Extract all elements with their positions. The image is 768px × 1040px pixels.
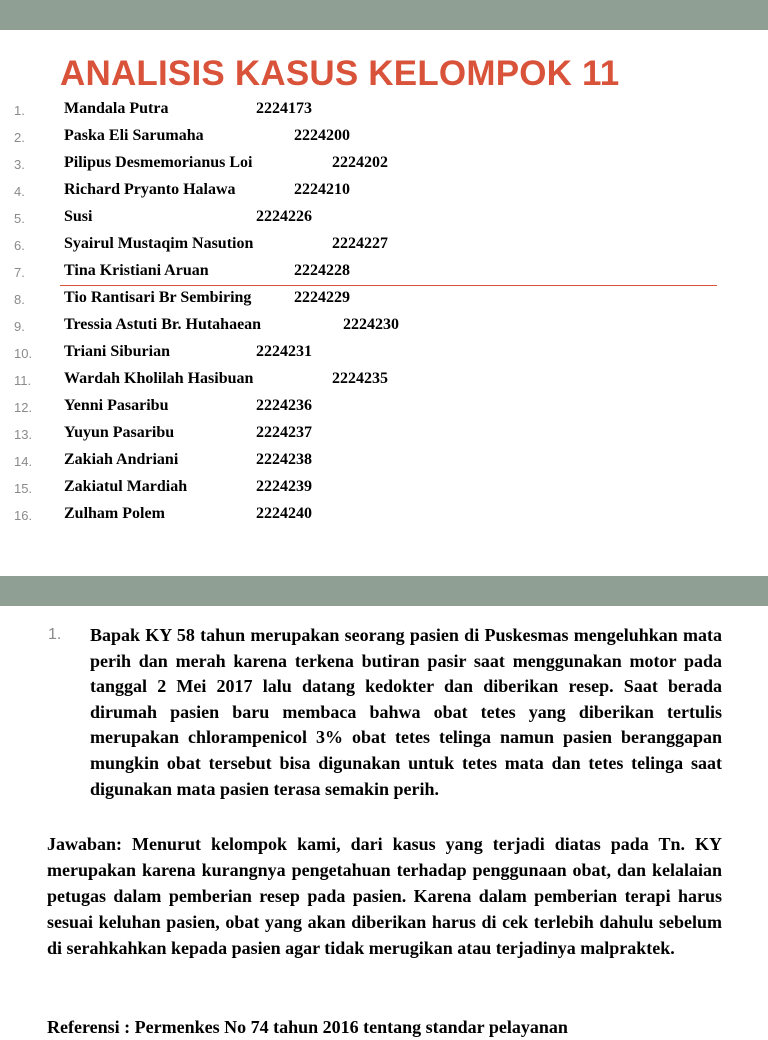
- member-item: [0, 449, 768, 476]
- member-name: Richard Pryanto Halawa: [64, 181, 236, 198]
- header-bar: [0, 0, 768, 30]
- member-name: Zulham Polem: [64, 505, 165, 522]
- member-item: [0, 206, 768, 233]
- slide-title: ANALISIS KASUS KELOMPOK 11: [60, 54, 620, 93]
- member-nim: 2224229: [294, 289, 350, 306]
- case-description: Bapak KY 58 tahun merupakan seorang pasien di Puskesmas mengeluhkan mata perih dan merah karena terkena butiran pasir saat menggunakan motor pada tanggal 2 Mei 2017 lalu datang kedokter dan diberikan resep. Saat berada dirumah pasien baru membaca bahwa obat tetes yang diberikan tertulis merupakan chlorampenicol 3% obat tetes telinga namun pasien beranggapan mungkin obat tersebut bisa digunakan untuk tetes mata dan tetes telinga saat digunakan mata pasien terasa semakin perih.: [90, 625, 722, 799]
- member-number: 16.: [14, 508, 33, 523]
- member-nim: 2224237: [256, 424, 312, 441]
- member-number: 6.: [14, 238, 25, 253]
- member-item: [0, 287, 768, 314]
- member-nim: 2224239: [256, 478, 312, 495]
- member-number: 8.: [14, 292, 25, 307]
- member-nim: 2224202: [332, 154, 388, 171]
- member-name: Mandala Putra: [64, 100, 169, 117]
- case-number: 1.: [48, 626, 62, 643]
- member-nim: 2224227: [332, 235, 388, 252]
- member-number: 2.: [14, 130, 25, 145]
- divider-line: [60, 285, 717, 286]
- member-name: Syairul Mustaqim Nasution: [64, 235, 254, 252]
- member-number: 4.: [14, 184, 25, 199]
- member-number: 12.: [14, 400, 33, 415]
- header-bar: [0, 576, 768, 606]
- member-item: [0, 476, 768, 503]
- member-item: [0, 368, 768, 395]
- member-item: [0, 152, 768, 179]
- member-nim: 2224210: [294, 181, 350, 198]
- member-name: Tina Kristiani Aruan: [64, 262, 209, 279]
- member-item: [0, 422, 768, 449]
- member-item: [0, 233, 768, 260]
- member-nim: 2224235: [332, 370, 388, 387]
- member-number: 13.: [14, 427, 33, 442]
- member-number: 14.: [14, 454, 33, 469]
- member-nim: 2224230: [343, 316, 399, 333]
- member-item: [0, 260, 768, 287]
- member-nim: 2224200: [294, 127, 350, 144]
- member-name: Susi: [64, 208, 93, 225]
- member-nim: 2224226: [256, 208, 312, 225]
- member-number: 15.: [14, 481, 33, 496]
- member-name: Yuyun Pasaribu: [64, 424, 175, 441]
- member-item: [0, 125, 768, 152]
- member-nim: 2224238: [256, 451, 312, 468]
- member-nim: 2224236: [256, 397, 312, 414]
- slide-gap: [0, 560, 768, 576]
- member-name: Pilipus Desmemorianus Loi: [64, 154, 253, 171]
- member-name: Triani Siburian: [64, 343, 170, 360]
- answer-paragraph: Jawaban: Menurut kelompok kami, dari kasus yang terjadi diatas pada Tn. KY merupakan karena kurangnya pengetahuan terhadap penggunaan obat, dan kelalaian petugas dalam pemberian resep pada pasien. Karena dalam pemberian terapi harus sesuai keluhan pasien, obat yang akan diberikan harus di cek terlebih dahulu sebelum di serahkahkan kepada pasien agar tidak merugikan atau terjadinya malpraktek.: [47, 834, 722, 958]
- member-number: 10.: [14, 346, 33, 361]
- member-number: 1.: [14, 103, 25, 118]
- member-name: Zakiatul Mardiah: [64, 478, 188, 495]
- member-item: [0, 395, 768, 422]
- member-number: 9.: [14, 319, 25, 334]
- member-name: Paska Eli Sarumaha: [64, 127, 204, 144]
- member-nim: 2224173: [256, 100, 312, 117]
- member-name: Wardah Kholilah Hasibuan: [64, 370, 254, 387]
- member-name: Tressia Astuti Br. Hutahaean: [64, 316, 262, 333]
- member-number: 7.: [14, 265, 25, 280]
- member-nim: 2224240: [256, 505, 312, 522]
- member-nim: 2224228: [294, 262, 350, 279]
- member-item: [0, 503, 768, 530]
- member-item: [0, 341, 768, 368]
- member-number: 11.: [14, 373, 32, 388]
- member-name: Yenni Pasaribu: [64, 397, 169, 414]
- slide-case-analysis: [0, 576, 768, 1037]
- member-name: Zakiah Andriani: [64, 451, 179, 468]
- member-number: 5.: [14, 211, 25, 226]
- member-list: [0, 98, 768, 530]
- member-item: [0, 179, 768, 206]
- reference-paragraph: Referensi : Permenkes No 74 tahun 2016 tentang standar pelayanan: [47, 1017, 568, 1037]
- member-number: 3.: [14, 157, 25, 172]
- member-nim: 2224231: [256, 343, 312, 360]
- member-item: [0, 98, 768, 125]
- member-name: Tio Rantisari Br Sembiring: [64, 289, 252, 306]
- member-item: [0, 314, 768, 341]
